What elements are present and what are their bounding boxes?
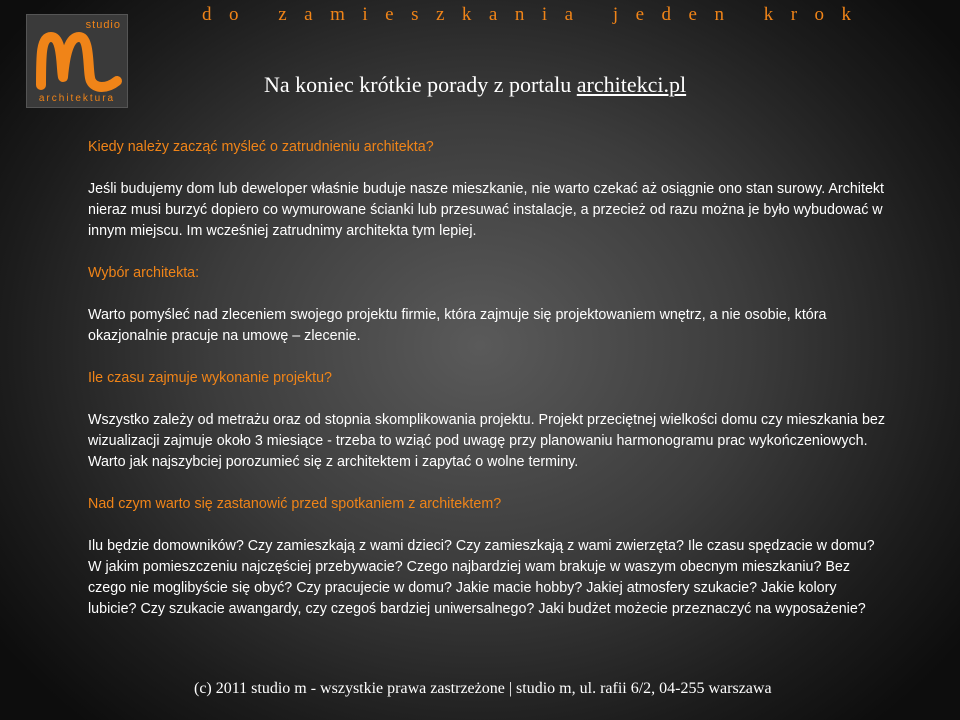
architekci-link[interactable]: architekci.pl [576, 72, 687, 97]
page-title [264, 72, 686, 98]
section-answer: Jeśli budujemy dom lub deweloper właśnie buduje nasze mieszkanie, nie warto czekać aż osiągnie ono stan surowy. Architekt nieraz musi burzyć dopiero co wymurowane ścianki lub przesuwać instalacje, a przecież od razu można je było wybudować w innym miejscu. Im wcześniej zatrudnimy architekta tym lepiej. [88, 181, 885, 239]
section-question: Nad czym warto się zastanowić przed spotkaniem z architektem? [88, 496, 502, 512]
footer-copyright: (c) 2011 studio m - wszystkie prawa zastrzeżone | studio m, ul. rafii 6/2, 04-255 warszawa [194, 680, 772, 697]
site-tagline: do zamieszkania jeden krok [202, 4, 869, 25]
section-question: Kiedy należy zacząć myśleć o zatrudnieniu architekta? [88, 139, 434, 155]
section-answer: Warto pomyśleć nad zleceniem swojego projektu firmie, która zajmuje się projektowaniem wnętrz, a nie osobie, która okazjonalnie pracuje na umowę – zlecenie. [88, 307, 827, 344]
section-answer: Wszystko zależy od metrażu oraz od stopnia skomplikowania projektu. Projekt przeciętnej wielkości domu czy mieszkania bez wizualizacji zajmuje około 3 miesiące - trzeba to wziąć pod uwagę przy planowaniu harmonogramu prac wykończeniowych. Warto jak najszybciej porozumieć się z architektem i zapytać o wolne terminy. [88, 412, 885, 470]
logo-studio-text: studio [85, 19, 121, 31]
section-question: Wybór architekta: [88, 265, 200, 281]
studio-m-logo [26, 14, 128, 108]
section-question: Ile czasu zajmuje wykonanie projektu? [88, 370, 332, 386]
advice-content [88, 137, 888, 620]
page-title-text: Na koniec krótkie porady z portalu [264, 72, 577, 97]
logo-architecture-text: architektura [38, 93, 116, 104]
section-answer: Ilu będzie domowników? Czy zamieszkają z wami dzieci? Czy zamieszkają z wami zwierzęta? Ile czasu spędzacie w domu? W jakim pomieszczeniu najczęściej przebywacie? Czego najbardziej wam brakuje w waszym obecnym mieszkaniu? Bez czego nie moglibyście się obyć? Czy pracujecie w domu? Jakie macie hobby? Jakiej atmosfery szukacie? Jakie kolory lubicie? Czy szukacie awangardy, czy czegoś bardziej uniwersalnego? Jaki budżet możecie przeznaczyć na wyposażenie? [88, 538, 875, 617]
